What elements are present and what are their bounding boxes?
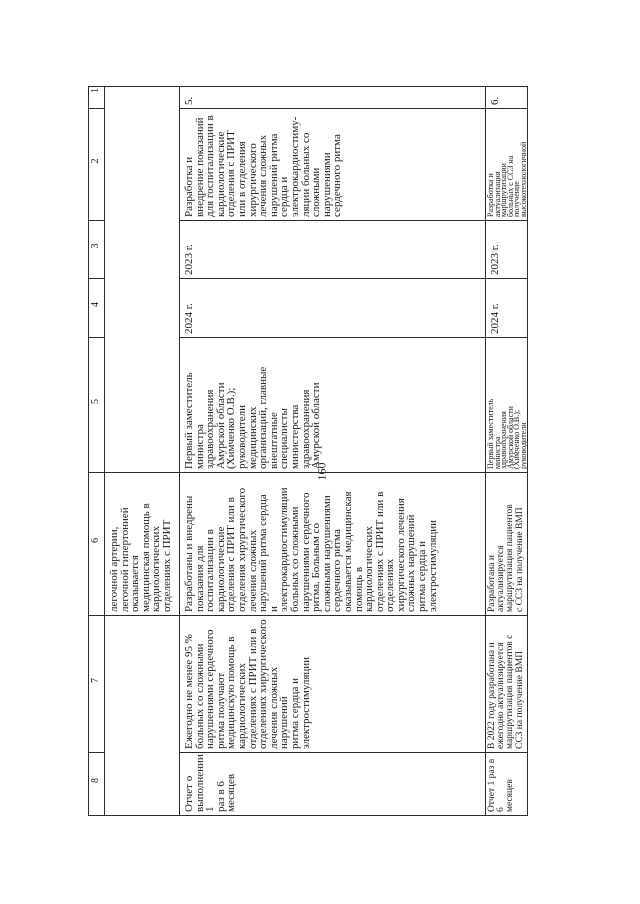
row-6-number-cell: 6.: [486, 86, 528, 109]
header-cell-3: 3: [88, 221, 105, 279]
row-6-result-cell: Разработана и актуализируется маршрутизация пациентов с ССЗ на получение ВМП: [486, 473, 528, 616]
row-5-report-cell: Отчет о выполнении 1 раз в 6 месяцев: [180, 753, 486, 816]
carryover-empty-left: [105, 86, 180, 473]
row-5-task-cell: Разработка и внедрение показаний для госпитализации в кардиологические отделения с ПРИТ или в отделения хирургического лечения сложных нарушений ритма сердца и электрокардиостиму- ляции больных со сложными нарушениями сердечного ритма: [180, 109, 486, 221]
row-5-responsible-cell: Первый заместитель министра здравоохранения Амурской области (Химченко О.В.); руководители медицинских организаций, главные внештатные специалисты министерства здравоохранения Амурской области: [180, 338, 486, 473]
row-6-end-cell: 2024 г.: [486, 279, 528, 338]
row-6-task-cell: Разработка и актуализация маршрутизации больных с ССЗ на получение высокотехнологичной: [486, 109, 528, 221]
row-5-start-cell: 2023 г.: [180, 221, 486, 279]
carryover-result-cell: легочной артерии, легочной гипертонией оказывается медицинская помощь в кардиологических отделениях с ПРИТ: [105, 473, 180, 616]
row-5-end-cell: 2024 г.: [180, 279, 486, 338]
row-5-indicator-cell: Ежегодно не менее 95 % больных со сложными нарушениями сердечного ритма получают медицинскую помощь в кардиологических отделениях с ПРИТ или в отделениях хирургического лечения сложных нарушений ритма сердца и электростимуляции: [180, 616, 486, 753]
carryover-empty-right: [105, 616, 180, 816]
row-6-start-cell: 2023 г.: [486, 221, 528, 279]
header-cell-4: 4: [88, 279, 105, 338]
row-6-indicator-cell: В 2022 году разработана и ежегодно актуализируется маршрутизация пациентов с ССЗ на получение ВМП: [486, 616, 528, 753]
page-number: 160: [314, 462, 329, 480]
row-6-report-cell: Отчет 1 раз в 6 месяцев: [486, 753, 528, 816]
header-cell-2: 2: [88, 109, 105, 221]
row-6-responsible-cell: Первый заместитель министра здравоохранения Амурской области (Химченко О.В.); руководители: [486, 338, 528, 473]
header-cell-8: 8: [88, 753, 105, 816]
plan-table: [88, 86, 528, 816]
header-cell-1: 1: [88, 86, 105, 109]
header-cell-7: 7: [88, 616, 105, 753]
row-5-result-cell: Разработаны и внедрены показания для госпитализации в кардиологические отделения с ПРИТ или в отделения хирургического лечения сложных нарушений ритма сердца и электрокардиостимуляции больных со сложными нарушениями сердечного ритма. Больным со сложными нарушениями сердечного ритма оказывается медицинская помощь в кардиологических отделениях с ПРИТ или в отделениях хирургического лечения сложных нарушений ритма сердца и электростимуляции: [180, 473, 486, 616]
header-cell-6: 6: [88, 473, 105, 616]
row-5-number-cell: 5.: [180, 86, 486, 109]
header-cell-5: 5: [88, 338, 105, 473]
